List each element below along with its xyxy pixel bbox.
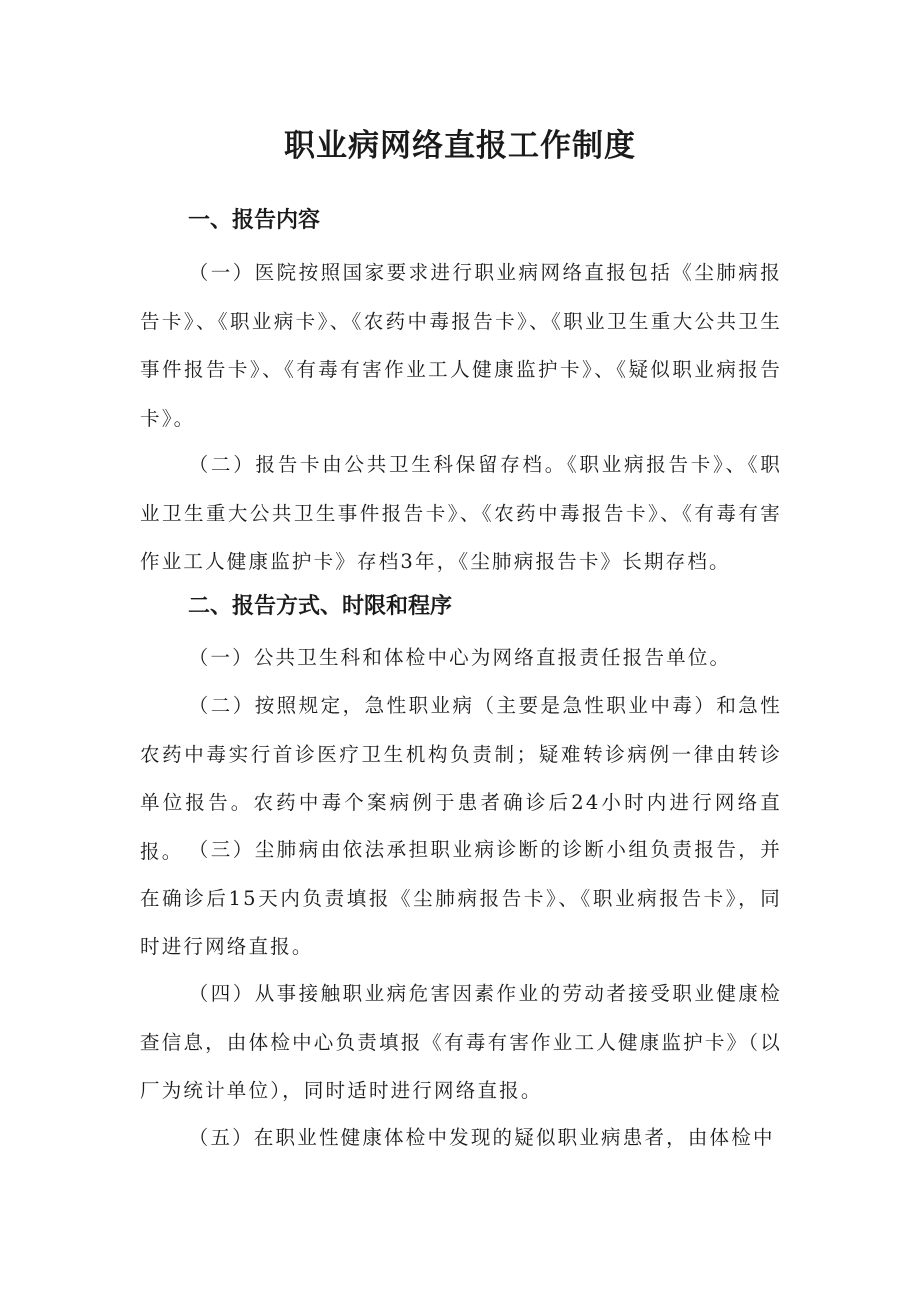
section-heading-report-method: 二、报告方式、时限和程序	[188, 594, 453, 619]
page-title: 职业病网络直报工作制度	[284, 128, 636, 164]
paragraph: （二）报告卡由公共卫生科保留存档。《职业病报告卡》、《职业卫生重大公共卫生事件报告卡》、《农药中毒报告卡》、《有毒有害作业工人健康监护卡》存档3年，《尘肺病报告卡》长期存档。	[140, 453, 782, 573]
section-heading-report-content: 一、报告内容	[188, 208, 321, 233]
paragraph: （三）尘肺病由依法承担职业病诊断的诊断小组负责报告，并在确诊后15天内负责填报《尘肺病报告卡》、《职业病报告卡》，同时进行网络直报。	[140, 838, 782, 958]
paragraph: （二）按照规定，急性职业病（主要是急性职业中毒）和急性农药中毒实行首诊医疗卫生机构负责制；疑难转诊病例一律由转诊单位报告。农药中毒个案病例于患者确诊后24小时内进行网络直报。	[140, 694, 782, 863]
paragraph: （一）公共卫生科和体检中心为网络直报责任报告单位。	[188, 646, 732, 669]
paragraph: （五）在职业性健康体检中发现的疑似职业病患者，由体检中	[188, 1126, 775, 1149]
paragraph: （一）医院按照国家要求进行职业病网络直报包括《尘肺病报告卡》、《职业病卡》、《农药中毒报告卡》、《职业卫生重大公共卫生事件报告卡》、《有毒有害作业工人健康监护卡》、《疑似职业病报告卡》。	[140, 261, 782, 430]
paragraph: （四）从事接触职业病危害因素作业的劳动者接受职业健康检查信息，由体检中心负责填报《有毒有害作业工人健康监护卡》（以厂为统计单位），同时适时进行网络直报。	[140, 982, 782, 1102]
